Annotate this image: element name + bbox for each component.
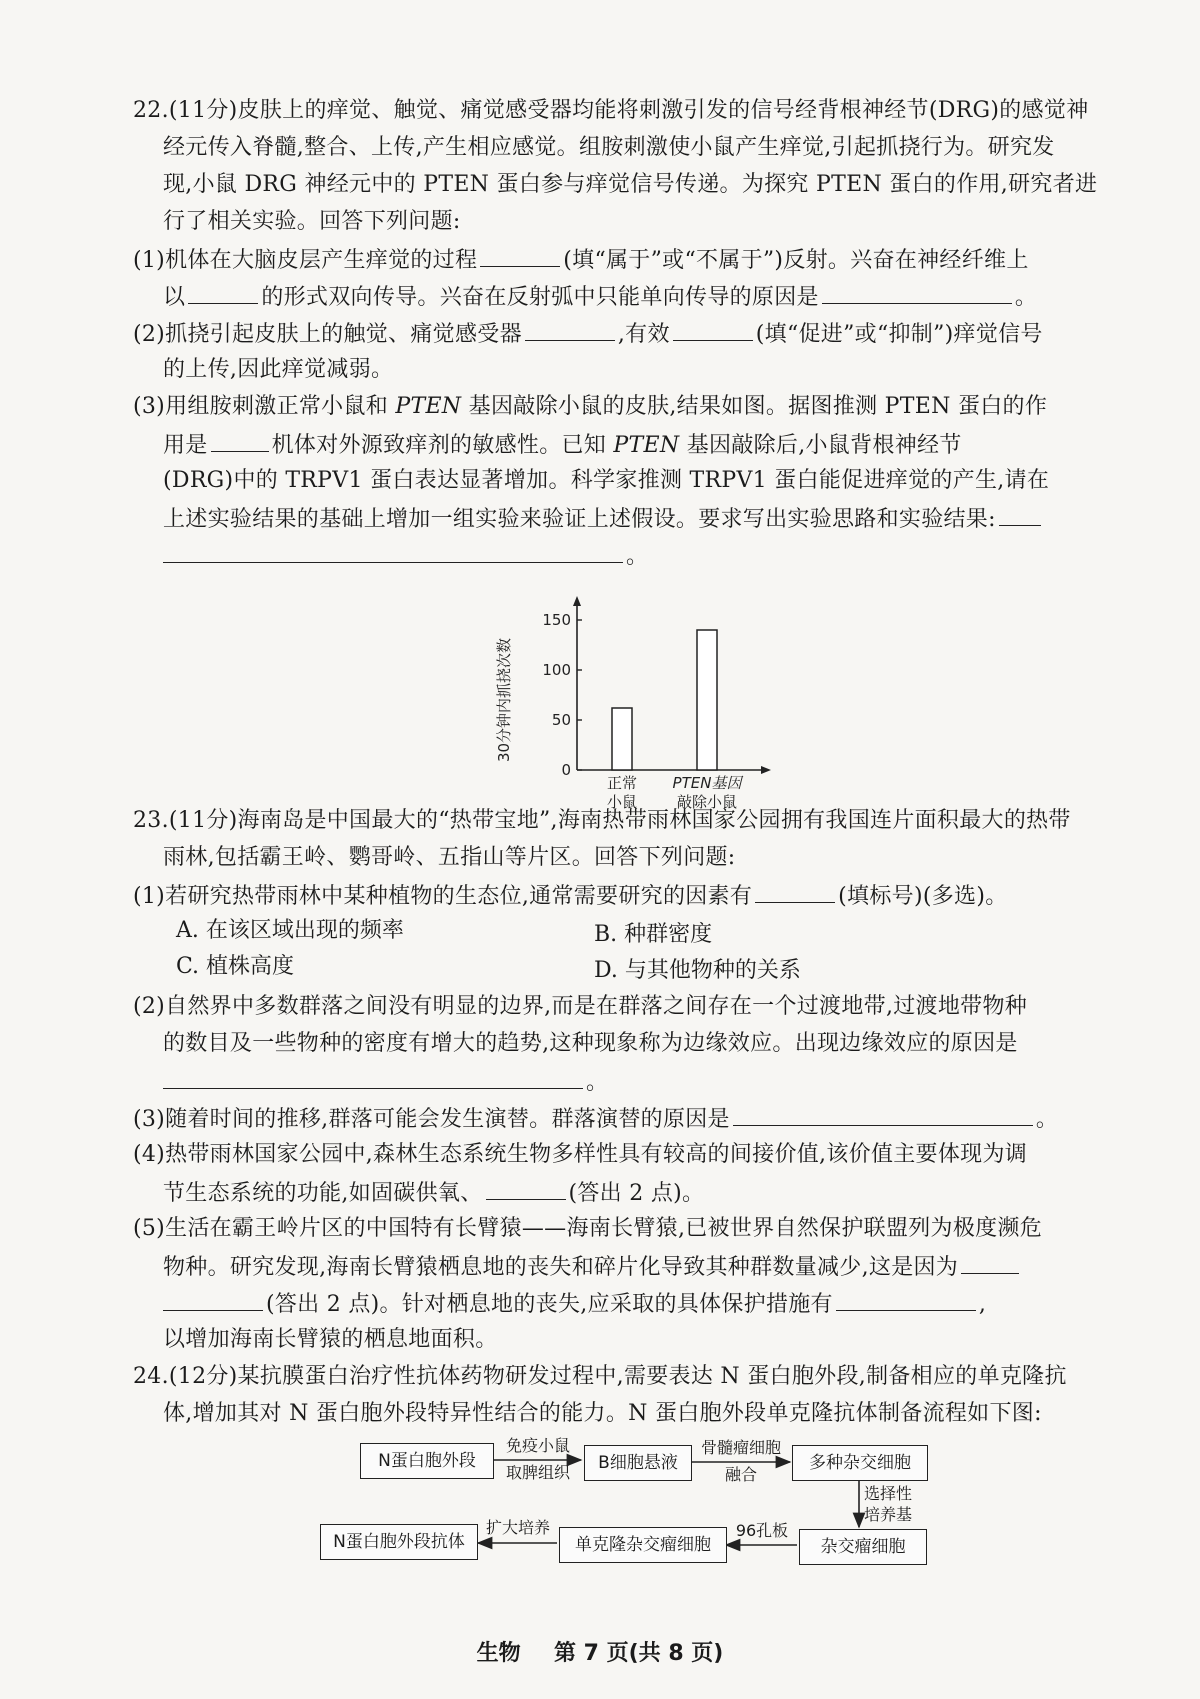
q23-option-b[interactable]: B. 种群密度 — [594, 922, 713, 947]
q22-sub3-text-g: 上述实验结果的基础上增加一组实验来验证上述假设。要求写出实验思路和实验结果: — [163, 507, 996, 532]
q23-sub2-text-c: 。 — [586, 1070, 609, 1095]
q23-sub5-text-b: 物种。研究发现,海南长臂猿栖息地的丧失和碎片化导致其种群数量减少,这是因为 — [163, 1255, 959, 1280]
q23-sub3-text-a: (3)随着时间的推移,群落可能会发生演替。群落演替的原因是 — [133, 1107, 730, 1132]
flow-box-hybridoma: 杂交瘤细胞 — [799, 1529, 927, 1565]
y-tick-label: 150 — [542, 611, 571, 629]
q22-sub1-text-d: 的形式双向传导。兴奋在反射弧中只能单向传导的原因是 — [261, 285, 819, 310]
flow-label-immunize: 免疫小鼠 — [505, 1436, 570, 1455]
flow-label-96-well: 96孔板 — [735, 1521, 789, 1540]
q23-sub4-line-1: (4)热带雨林国家公园中,森林生态系统生物多样性具有较高的间接价值,该价值主要体现为调 — [133, 1142, 1028, 1167]
q23-sub5-line-4: 以增加海南长臂猿的栖息地面积。 — [163, 1327, 498, 1352]
q22-sub1-text-e: 。 — [1014, 285, 1038, 310]
gene-name-pten: PTEN — [395, 394, 462, 419]
q23-sub1-text-a: (1)若研究热带雨林中某种植物的生态位,通常需要研究的因素有 — [133, 884, 753, 909]
q22-sub3-text-a: (3)用组胺刺激正常小鼠和 — [133, 394, 389, 419]
y-tick-label: 0 — [561, 761, 571, 779]
flow-box-b-cell: B细胞悬液 — [584, 1445, 692, 1481]
q23-sub5-text-c: (答出 2 点)。针对栖息地的丧失,应采取的具体保护措施有 — [266, 1292, 833, 1317]
q22-sub3-text-d: 机体对外源致痒剂的敏感性。已知 — [271, 433, 607, 458]
q23-sub3-text-b: 。 — [1035, 1107, 1059, 1132]
q24-stem-line-2: 体,增加其对 N 蛋白胞外段特异性结合的能力。N 蛋白胞外段单克隆抗体制备流程如下图: — [163, 1401, 1042, 1426]
q23-sub5-line-1: (5)生活在霸王岭片区的中国特有长臂猿——海南长臂猿,已被世界自然保护联盟列为极度濒危 — [133, 1216, 1043, 1241]
q24-stem-line-1: 24.(12分)某抗膜蛋白治疗性抗体药物研发过程中,需要表达 N 蛋白胞外段,制备相应的单克隆抗 — [133, 1364, 1067, 1389]
q22-sub3-line-3: (DRG)中的 TRPV1 蛋白表达显著增加。科学家推测 TRPV1 蛋白能促进痒觉的产生,请在 — [163, 468, 1050, 493]
x-category-label: 正常 — [606, 774, 638, 792]
footer-page-number: 第 7 页(共 8 页) — [553, 1641, 724, 1666]
q22-stem-line-1: 22.(11分)皮肤上的痒觉、触觉、痛觉感受器均能将刺激引发的信号经背根神经节(DRG)的感觉神 — [133, 98, 1089, 123]
flow-box-antibody: N蛋白胞外段抗体 — [320, 1524, 478, 1560]
q22-sub2-line-2: 的上传,因此痒觉减弱。 — [163, 357, 394, 382]
q23-sub4-text-c: (答出 2 点)。 — [568, 1181, 705, 1206]
q23-stem-line-1: 23.(11分)海南岛是中国最大的“热带宝地”,海南热带雨林国家公园拥有我国连片面积最大的热带 — [133, 808, 1071, 833]
x-category-label: 小鼠 — [606, 793, 638, 811]
footer-subject: 生物 — [476, 1641, 521, 1666]
q22-stem-line-4: 行了相关实验。回答下列问题: — [163, 209, 461, 234]
flow-box-hybrid-cells: 多种杂交细胞 — [792, 1445, 928, 1481]
q22-sub1-text-b: (填“属于”或“不属于”)反射。兴奋在神经纤维上 — [563, 248, 1029, 273]
flow-box-n-protein: N蛋白胞外段 — [360, 1443, 494, 1479]
q23-sub5-text-d: , — [978, 1292, 987, 1317]
q22-sub1-text-c: 以 — [163, 285, 186, 310]
flow-box-monoclonal-hybridoma: 单克隆杂交瘤细胞 — [559, 1527, 727, 1563]
q22-sub3-text-c: 用是 — [163, 433, 208, 458]
q23-option-c[interactable]: C. 植株高度 — [176, 954, 295, 979]
flow-label-medium: 培养基 — [864, 1505, 913, 1524]
flow-label-selective: 选择性 — [864, 1484, 913, 1503]
flow-label-spleen: 取脾组织 — [505, 1463, 570, 1482]
flow-label-myeloma: 骨髓瘤细胞 — [700, 1438, 781, 1457]
q22-sub1-text-a: (1)机体在大脑皮层产生痒觉的过程 — [133, 248, 478, 273]
y-tick-label: 50 — [551, 711, 571, 729]
q23-sub2-line-2: 的数目及一些物种的密度有增大的趋势,这种现象称为边缘效应。出现边缘效应的原因是 — [163, 1031, 1018, 1056]
q23-sub4-text-b: 节生态系统的功能,如固碳供氧、 — [163, 1181, 483, 1206]
flow-label-expand: 扩大培养 — [485, 1518, 550, 1537]
q22-sub2-text-b: ,有效 — [617, 322, 670, 347]
q23-option-d[interactable]: D. 与其他物种的关系 — [594, 958, 801, 983]
q22-sub2-text-a: (2)抓挠引起皮肤上的触觉、痛觉感受器 — [133, 322, 522, 347]
q22-stem-line-2: 经元传入脊髓,整合、上传,产生相应感觉。组胺刺激使小鼠产生痒觉,引起抓挠行为。研究发 — [163, 135, 1055, 160]
q22-sub3-text-h: 。 — [626, 544, 649, 569]
page-footer — [0, 1636, 1200, 1667]
q22-sub3-text-b: 基因敲除小鼠的皮肤,结果如图。据图推测 PTEN 蛋白的作 — [468, 394, 1048, 419]
gene-name-pten: PTEN — [613, 433, 680, 458]
q23-option-a[interactable]: A. 在该区域出现的频率 — [176, 918, 404, 943]
y-axis-label: 30分钟内抓挠次数 — [495, 637, 513, 763]
q22-sub3-text-e: 基因敲除后,小鼠背根神经节 — [686, 433, 962, 458]
flow-label-fusion: 融合 — [724, 1465, 757, 1484]
q23-sub1-text-b: (填标号)(多选)。 — [838, 884, 1008, 909]
q23-stem-line-2: 雨林,包括霸王岭、鹦哥岭、五指山等片区。回答下列问题: — [163, 845, 736, 870]
q22-stem-line-3: 现,小鼠 DRG 神经元中的 PTEN 蛋白参与痒觉信号传递。为探究 PTEN 蛋白的作用,研究者进 — [163, 172, 1098, 197]
q22-sub2-text-c: (填“促进”或“抑制”)痒觉信号 — [755, 322, 1043, 347]
q23-sub2-line-1: (2)自然界中多数群落之间没有明显的边界,而是在群落之间存在一个过渡地带,过渡地带物种 — [133, 994, 1028, 1019]
x-category-label: PTEN基因 — [672, 774, 742, 792]
y-tick-label: 100 — [542, 661, 571, 679]
x-category-label: 敲除小鼠 — [676, 793, 738, 811]
